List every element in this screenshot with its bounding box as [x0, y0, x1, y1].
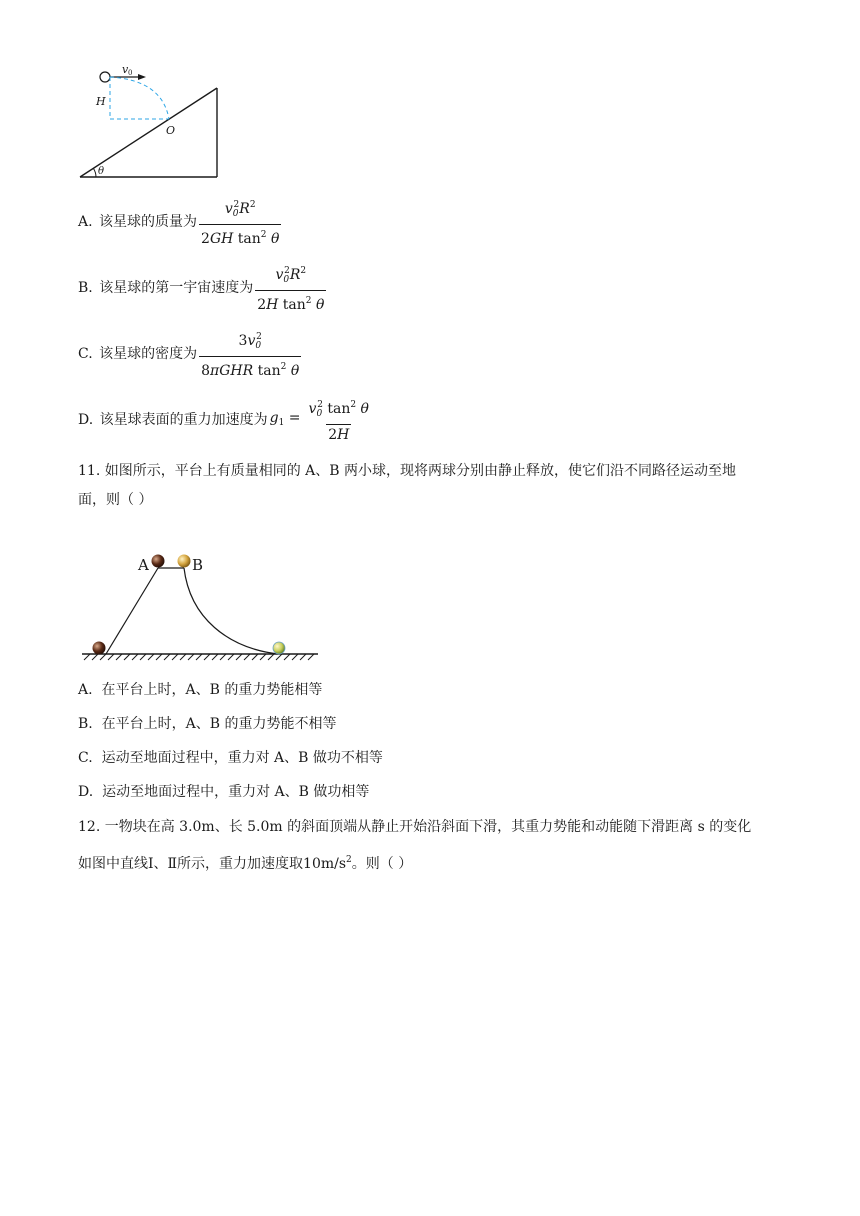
gravity-formula: $\frac{v_0^2 \tan^2 \theta}{2H}$: [308, 400, 369, 443]
q12-stem-line2: 如图中直线Ⅰ、Ⅱ所示，重力加速度取$10m/s^2$。则（ ）: [78, 855, 413, 872]
first-cosmic-velocity-formula: $\frac{v_0^2R^2}{2H \tan^2 \theta}$: [257, 266, 325, 313]
q10-option-d: D. 该星球表面的重力加速度为 $g_1$ = $\frac{v_0^2 \tan^2 \theta}{2H}$: [78, 396, 371, 444]
projectile-incline-figure: [76, 60, 226, 182]
two-balls-platform-figure: [78, 548, 322, 664]
angle-label: θ: [98, 166, 105, 177]
velocity-label: v: [122, 63, 129, 76]
mass-formula: $\frac{v_0^2R^2}{2GH \tan^2 \theta}$: [201, 200, 280, 247]
height-label: H: [96, 95, 106, 108]
q12-stem-line1: 12. 一物块在高 3.0m、长 5.0m 的斜面顶端从静止开始沿斜面下滑，其重力势能和动能随下滑距离 s 的变化: [78, 819, 752, 835]
gravity-value: 10m/s: [303, 856, 347, 872]
ball-b-label: B: [192, 556, 204, 574]
q10-option-c: C. 该星球的密度为 $\frac{3v_0^2}{8\pi GHR \tan^2 \theta}$: [78, 328, 301, 380]
velocity-subscript: 0: [128, 69, 133, 77]
density-formula: $\frac{3v_0^2}{8\pi GHR \tan^2 \theta}$: [201, 332, 300, 379]
q11-option-c: C. 运动至地面过程中，重力对 A、B 做功不相等: [78, 750, 383, 766]
q11-stem-line2: 面，则（ ）: [78, 492, 153, 508]
point-o-label: O: [166, 124, 176, 137]
q10-option-b: B. 该星球的第一宇宙速度为 $\frac{v_0^2R^2}{2H \tan^2 \theta}$: [78, 262, 326, 314]
q11-option-a: A. 在平台上时，A、B 的重力势能相等: [78, 682, 323, 698]
q10-option-a: A. 该星球的质量为 $\frac{v_0^2R^2}{2GH \tan^2 \theta}$: [78, 196, 281, 248]
ball-a-label: A: [138, 556, 149, 574]
q11-option-d: D. 运动至地面过程中，重力对 A、B 做功相等: [78, 784, 370, 800]
q11-stem-line1: 11. 如图所示，平台上有质量相同的 A、B 两小球，现将两球分别由静止释放，使它们沿不同路径运动至地: [78, 463, 737, 479]
q11-option-b: B. 在平台上时，A、B 的重力势能不相等: [78, 716, 337, 732]
